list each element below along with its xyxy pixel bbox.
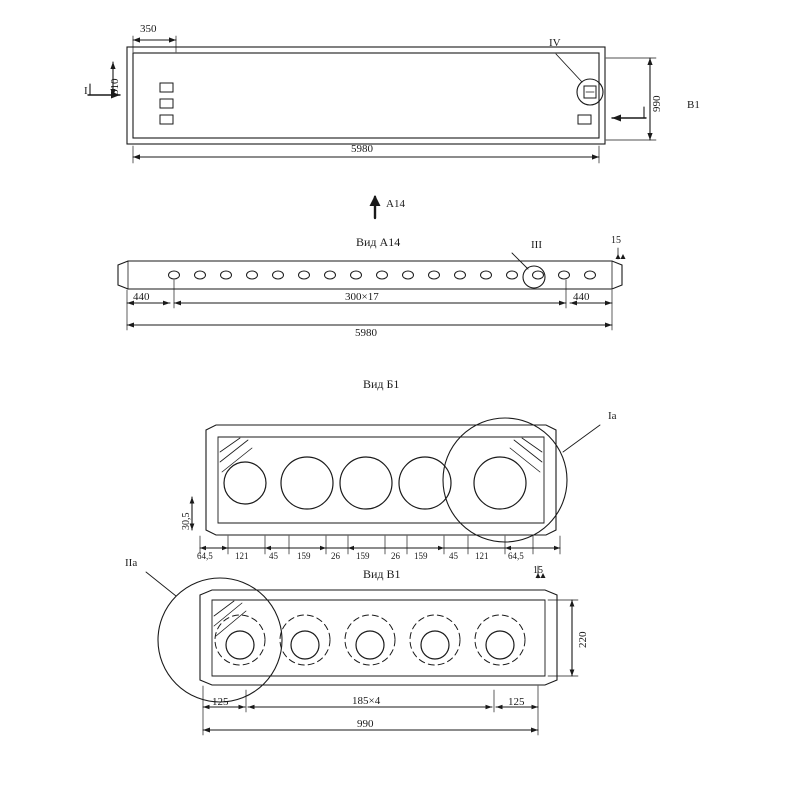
view-a14-dim-spacing: 300×17 xyxy=(345,291,379,303)
view-b1-chain-0: 64,5 xyxy=(197,551,213,561)
view-b1-chain-2: 45 xyxy=(269,551,278,561)
plan-dim-990-label: 990 xyxy=(651,95,663,112)
plan-outer-outline xyxy=(127,47,605,144)
view-a14-dim-total: 5980 xyxy=(355,327,377,339)
view-a14-strip-outline xyxy=(118,261,622,289)
view-a14-dim-right-440: 440 xyxy=(573,291,590,303)
view-b1-dim-height: 30,5 xyxy=(181,512,192,530)
view-b1-inner-outline xyxy=(218,437,544,523)
view-a14-arrow-head xyxy=(370,195,381,206)
plan-dim-310-label: 310 xyxy=(109,78,121,95)
view-b1-chain-6: 26 xyxy=(391,551,400,561)
detail-label-iia: IIа xyxy=(125,557,138,569)
detail-label-ia: Iа xyxy=(608,410,617,422)
view-v1-dim-height: 220 xyxy=(577,631,589,648)
plan-slot-left-2 xyxy=(160,99,173,108)
view-b1-hole-row xyxy=(224,457,526,509)
view-v1-detail-iia-circle xyxy=(158,578,282,702)
view-v1-dim-total: 990 xyxy=(357,718,374,730)
view-v1-title: Вид В1 xyxy=(363,567,401,581)
section-label-i: I xyxy=(84,85,88,97)
plan-slot-left-3 xyxy=(160,115,173,124)
view-b1-chain-10: 64,5 xyxy=(508,551,524,561)
view-v1-dim-middle: 185×4 xyxy=(352,695,381,707)
detail-label-iv: IV xyxy=(549,37,561,49)
view-v1-detail-iia-leader xyxy=(146,572,176,596)
plan-inner-outline xyxy=(133,53,599,138)
view-v1-outline xyxy=(200,590,557,685)
view-a14-arrow-label: А14 xyxy=(386,198,405,210)
view-b1-chain-4: 26 xyxy=(331,551,340,561)
section-label-b1: В1 xyxy=(687,99,700,111)
view-b1-outline xyxy=(206,425,556,535)
detail-label-iii: III xyxy=(531,239,542,251)
view-b1-chain-7: 159 xyxy=(414,551,428,561)
view-a14-thickness-label: 15 xyxy=(611,235,621,246)
view-b1-chain-8: 45 xyxy=(449,551,458,561)
plan-dim-5980-label: 5980 xyxy=(351,143,373,155)
view-b1-title: Вид Б1 xyxy=(363,377,400,391)
plan-slot-right-1 xyxy=(578,115,591,124)
view-b1-chain-9: 121 xyxy=(475,551,489,561)
plan-dim-350-label: 350 xyxy=(140,23,157,35)
section-arrow-b1-head xyxy=(612,115,621,122)
view-b1-detail-ia-leader xyxy=(563,425,600,452)
view-b1-chain-1: 121 xyxy=(235,551,249,561)
plan-detail-iv-leader xyxy=(556,54,582,82)
view-v1-hole-row xyxy=(215,615,525,665)
view-v1-dim-right-125: 125 xyxy=(508,696,525,708)
view-a14-title: Вид А14 xyxy=(356,235,401,249)
view-b1-chain-5: 159 xyxy=(356,551,370,561)
view-a14-detail-iii-circle xyxy=(523,266,545,288)
view-b1-dim-chain xyxy=(200,536,560,554)
view-b1-tick-label: 15 xyxy=(533,565,543,576)
view-b1-corner-hatch xyxy=(220,438,542,472)
view-a14-hole-row xyxy=(169,271,596,279)
plan-slot-left-1 xyxy=(160,83,173,92)
view-a14-dim-left-440: 440 xyxy=(133,291,150,303)
view-b1-chain-3: 159 xyxy=(297,551,311,561)
view-v1-dim-left-125: 125 xyxy=(212,696,229,708)
